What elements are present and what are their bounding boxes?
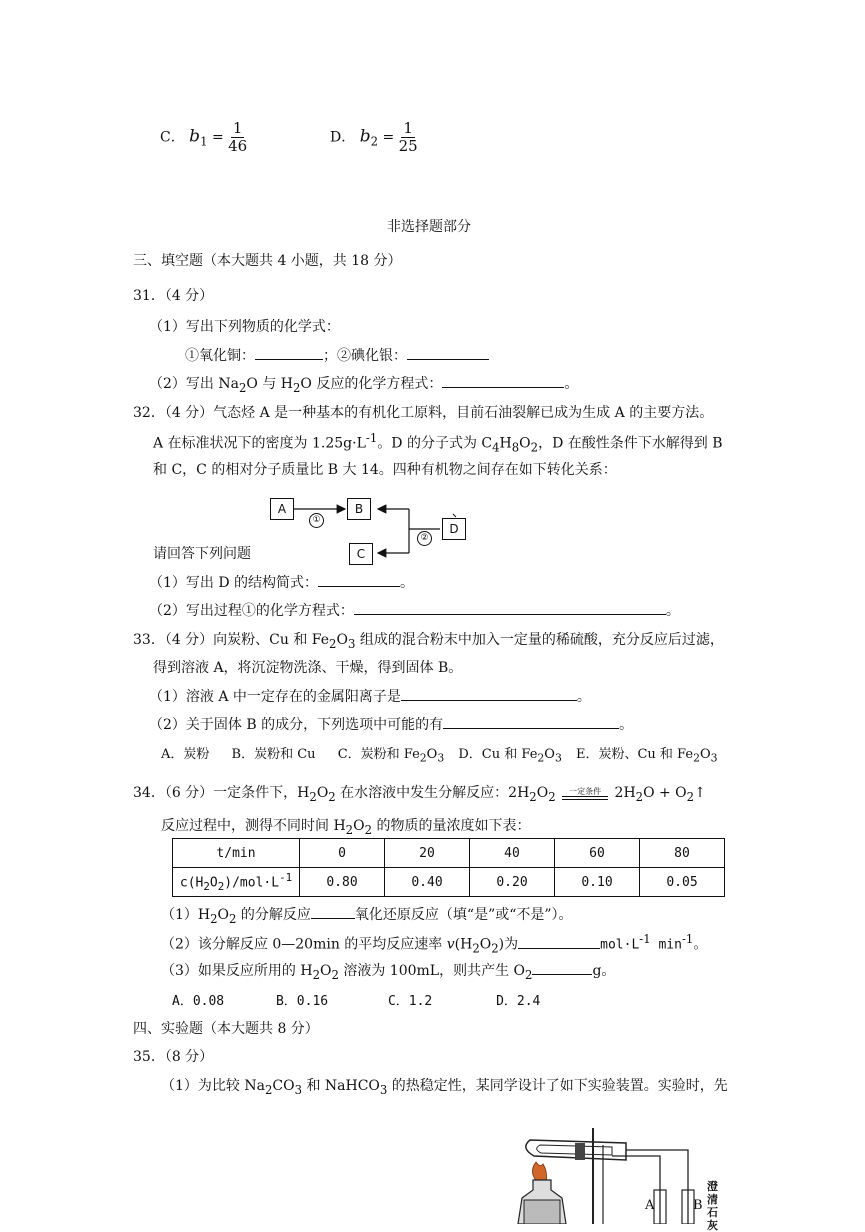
text: （2）该分解反应 0—20min 的平均反应速率 — [161, 936, 447, 953]
prompt-silver-iodide: ；②碘化银： — [323, 348, 407, 364]
text: H — [499, 435, 512, 452]
text: )/mol·L — [224, 875, 280, 891]
subscript: 2 — [491, 941, 499, 956]
subscript: 2 — [309, 789, 317, 804]
period: 。 — [564, 376, 579, 392]
prompt-copper-oxide: ①氧化铜： — [185, 348, 255, 364]
q31-part1: （1）写出下列物质的化学式： — [149, 319, 340, 335]
subscript: 2 — [331, 967, 339, 982]
lamp-body — [524, 1200, 560, 1224]
subscript: 2 — [686, 789, 695, 804]
text: 34．（6 分）一定条件下，H — [133, 785, 310, 801]
subscript: 3 — [347, 636, 356, 651]
subscript: 2 — [217, 879, 225, 893]
table-header-cell: t/min — [173, 839, 300, 868]
text: 反应过程中，测得不同时间 H — [161, 818, 346, 834]
text: （1）溶液 A 中一定存在的金属阳离子是 — [149, 689, 401, 705]
text: 在水溶液中发生分解反应：2H — [335, 785, 530, 801]
q35-heading: 35．（8 分） — [133, 1049, 214, 1065]
unit: mol·L — [600, 937, 640, 953]
superscript: -1 — [365, 431, 378, 445]
subscript: 3 — [294, 1082, 303, 1097]
table-header-cell: 80 — [640, 839, 725, 868]
step-1-marker: ① — [309, 513, 324, 528]
subscript: 2 — [537, 751, 545, 765]
text: O — [320, 963, 332, 979]
table-cell: 0.40 — [385, 868, 470, 897]
numerator: 1 — [403, 119, 413, 137]
rate-symbol: v — [446, 936, 455, 953]
label-b: B — [693, 1198, 703, 1213]
variable-b: b — [189, 126, 201, 147]
option-c: C．1.2 — [387, 994, 433, 1009]
text: D．Cu 和 Fe — [458, 747, 538, 762]
subscript: 2 — [635, 789, 644, 804]
subscript: 2 — [264, 1082, 273, 1097]
subscript: 2 — [345, 822, 354, 837]
label-a: A — [645, 1198, 655, 1213]
text: A 在标准状况下的密度为 1.25g·L — [153, 435, 366, 452]
option-c-label: C． — [160, 129, 185, 146]
numerator: 1 — [232, 119, 243, 137]
text: （1）为比较 Na — [161, 1078, 265, 1094]
subscript: 3 — [437, 751, 445, 765]
text: （1）写出 D 的结构简式： — [149, 575, 319, 591]
subscript: 2 — [370, 134, 378, 149]
subscript: 2 — [203, 879, 210, 893]
text: E．炭粉、Cu 和 Fe — [575, 747, 694, 762]
subscript: 2 — [525, 967, 533, 982]
text: )为 — [498, 936, 519, 953]
section-4-heading: 四、实验题（本大题共 8 分） — [133, 1021, 319, 1037]
variable-b: b — [359, 126, 371, 147]
subscript: 3 — [710, 751, 718, 765]
text: O — [316, 785, 329, 801]
text: 2H — [614, 785, 636, 801]
text: 的热稳定性，某同学设计了如下实验装置。实验时，先 — [387, 1078, 728, 1094]
section-3-heading: 三、填空题（本大题共 4 小题，共 18 分） — [133, 253, 402, 269]
text: 和 NaHCO — [302, 1078, 380, 1094]
option-b: B．0.16 — [275, 994, 329, 1009]
text: 组成的混合粉末中加入一定量的稀硫酸，充分反应后过滤， — [355, 632, 724, 648]
subscript: 4 — [492, 440, 500, 455]
option-a: A．0.08 — [172, 994, 225, 1009]
text: O — [479, 936, 492, 953]
subscript: 1 — [200, 134, 208, 149]
text: ，D 在酸性条件下水解得到 B — [538, 435, 723, 452]
text: 氧化还原反应（填“是”或“不是”）。 — [354, 907, 573, 923]
unit: min — [650, 937, 682, 953]
superscript: -1 — [681, 932, 694, 946]
table-header-cell: 20 — [385, 839, 470, 868]
part-title: 非选择题部分 — [387, 219, 471, 235]
superscript: -1 — [639, 932, 651, 946]
text: （1）H — [161, 907, 211, 923]
subscript: 2 — [530, 440, 539, 455]
equals-sign: = — [211, 129, 224, 146]
text: O — [519, 435, 531, 452]
box-d: D — [442, 518, 466, 540]
subscript: 3 — [554, 751, 562, 765]
table-header-cell: 60 — [555, 839, 640, 868]
table-header-cell: 40 — [470, 839, 555, 868]
text: O 反应的化学方程式： — [300, 376, 443, 392]
period: 。 — [619, 717, 634, 733]
option-a: A．炭粉 — [161, 747, 210, 762]
delivery-tube-b — [626, 1150, 688, 1224]
side-label: 澄清石灰 — [707, 1180, 718, 1232]
equals-sign: = — [382, 129, 395, 146]
q32-ask: 请回答下列问题 — [153, 546, 251, 562]
text: 的物质的量浓度如下表： — [372, 818, 531, 834]
denominator: 25 — [398, 137, 418, 155]
text: 的分解反应 — [236, 907, 311, 923]
subscript: 2 — [292, 380, 301, 395]
subscript: 2 — [693, 751, 700, 765]
subscript: 2 — [238, 380, 247, 395]
q32-line3: 和 C，C 的相对分子质量比 B 大 14。四种有机物之间存在如下转化关系： — [153, 462, 617, 478]
text: O — [536, 785, 549, 801]
option-d: D．2.4 — [496, 994, 541, 1009]
text: C．炭粉和 Fe — [337, 747, 420, 762]
table-header-cell: 0 — [300, 839, 385, 868]
text: (H — [454, 936, 473, 953]
text: （2）写出过程①的化学方程式： — [149, 603, 354, 619]
denominator: 46 — [228, 137, 248, 155]
text: （3）如果反应所用的 H — [161, 963, 313, 979]
text: O — [544, 747, 555, 762]
subscript: 2 — [312, 967, 320, 982]
subscript: 2 — [328, 789, 336, 804]
period: 。 — [576, 689, 591, 705]
text: 。D 的分子式为 C — [377, 435, 493, 452]
superscript: -1 — [279, 871, 293, 885]
text: CO — [272, 1078, 295, 1094]
subscript: 2 — [210, 911, 218, 926]
table-cell: 0.05 — [640, 868, 725, 897]
subscript: 2 — [229, 911, 237, 926]
subscript: 2 — [472, 941, 480, 956]
q33-line2: 得到溶液 A，将沉淀物洗涤、干燥，得到固体 B。 — [153, 660, 463, 676]
text: O — [353, 818, 365, 834]
text: O + O — [643, 785, 687, 801]
text: O — [336, 632, 348, 648]
period: 。 — [665, 603, 680, 619]
subscript: 2 — [329, 636, 337, 651]
text: c(H — [179, 875, 204, 891]
text: （2）写出 Na — [149, 376, 239, 392]
subscript: 2 — [548, 789, 556, 804]
box-c: C — [349, 543, 373, 565]
subscript: 2 — [529, 789, 537, 804]
reaction-condition: 一定条件 — [569, 786, 602, 796]
table-cell: 0.20 — [470, 868, 555, 897]
table-cell: 0.10 — [555, 868, 640, 897]
text: O — [699, 747, 711, 762]
q32-line1: 32．（4 分）气态烃 A 是一种基本的有机化工原料，目前石油裂解已成为生成 A 的主要方法。 — [133, 405, 714, 421]
step-2-marker: ② — [417, 531, 432, 546]
subscript: 2 — [419, 751, 427, 765]
q31-heading: 31．（4 分） — [133, 288, 214, 304]
text: 溶液为 100mL，则共产生 O — [338, 963, 526, 979]
period: 。 — [693, 936, 708, 953]
up-arrow-icon: ↑ — [694, 785, 706, 801]
text: O 与 H — [246, 376, 293, 392]
inner-tube — [537, 1145, 612, 1155]
table-cell: 0.80 — [300, 868, 385, 897]
box-a: A — [270, 498, 294, 520]
period: 。 — [400, 575, 415, 591]
text: 33．（4 分）向炭粉、Cu 和 Fe — [133, 632, 330, 648]
text: O — [217, 907, 230, 923]
text: O — [209, 875, 218, 891]
option-b: B．炭粉和 Cu — [231, 747, 316, 762]
text: g。 — [592, 963, 616, 979]
option-d-label: D． — [330, 129, 356, 146]
delivery-tube-a — [612, 1156, 660, 1224]
subscript: 8 — [511, 440, 520, 455]
text: （2）关于固体 B 的成分，下列选项中可能的有 — [149, 717, 444, 733]
subscript: 3 — [379, 1082, 388, 1097]
subscript: 2 — [364, 822, 372, 837]
text: O — [426, 747, 438, 762]
box-b: B — [347, 498, 371, 520]
clamp — [575, 1143, 585, 1160]
